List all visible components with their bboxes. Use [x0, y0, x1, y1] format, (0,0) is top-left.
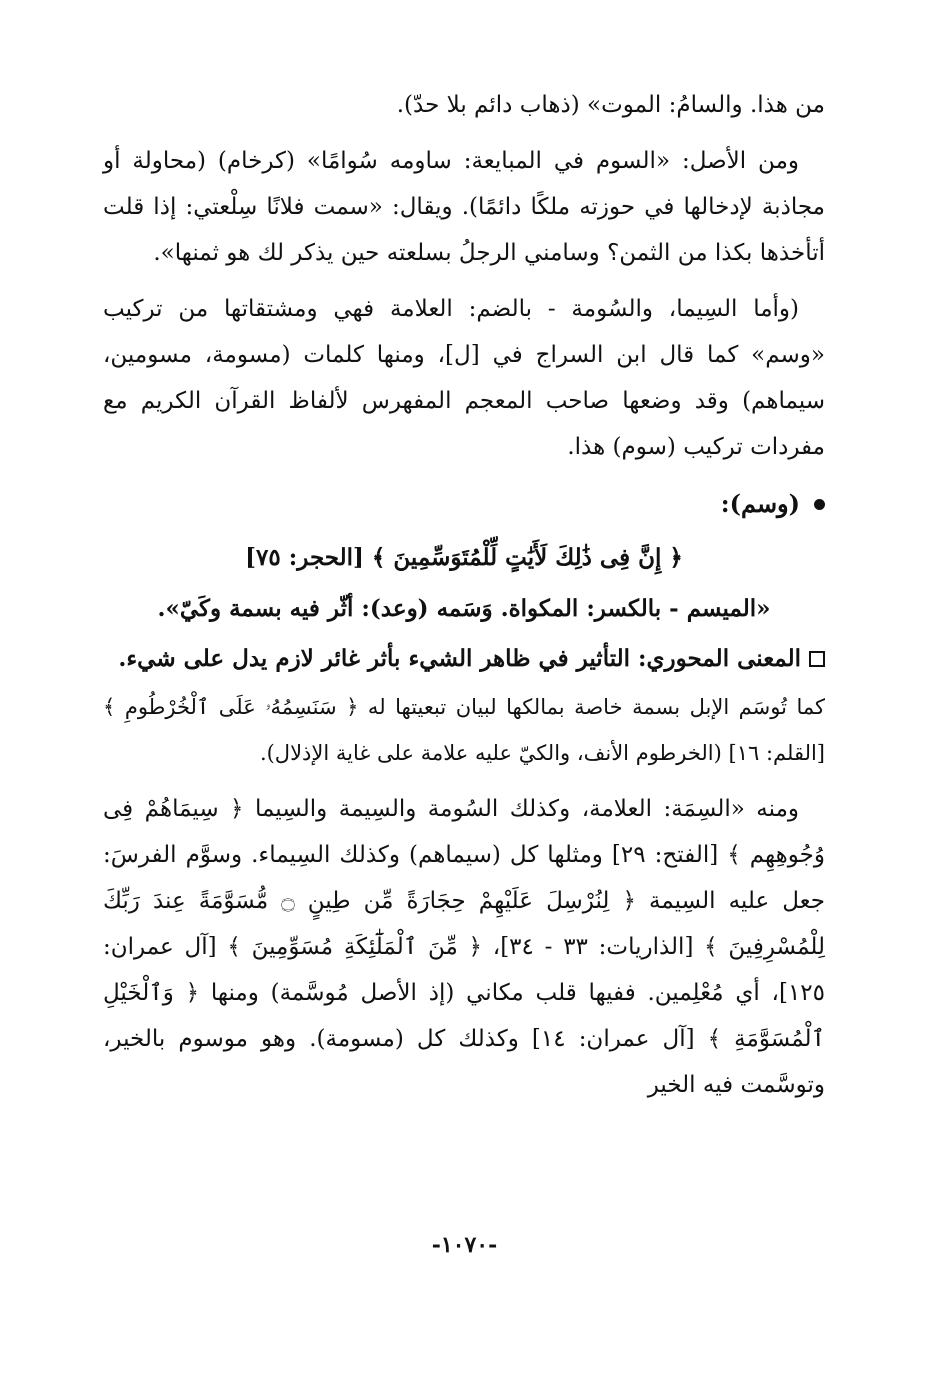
page-number: -١٠٧٠- [431, 1232, 498, 1258]
paragraph-sima-examples: ومنه «السِمَة: العلامة، وكذلك السُومة والسِيمة والسِيما ﴿ سِيمَاهُمْ فِى وُجُوهِهِم ﴾ [الفتح: ٢٩] ومثلها كل (سيماهم) وكذلك السِيماء. وسوَّم الفرسَ: جعل عليه السِيمة ﴿ لِنُرْسِلَ عَلَيْهِمْ حِجَارَةً مِّن طِينٍ ۝ مُّسَوَّمَةً عِندَ رَبِّكَ لِلْمُسْرِفِينَ ﴾ [الذاريات: ٣٣ - ٣٤]، ﴿ مِّنَ ٱلْمَلَٰٓئِكَةِ مُسَوِّمِينَ ﴾ [آل عمران: ١٢٥]، أي مُعْلِمين. ففيها قلب مكاني (إذ الأصل مُوسَّمة) ومنها ﴿ وَٱلْخَيْلِ ٱلْمُسَوَّمَةِ ﴾ [آل عمران: ١٤] وكذلك كل (مسومة). وهو موسوم بالخير، وتوسَّمت فيه الخير [103, 796, 825, 1098]
axial-meaning [103, 634, 825, 684]
section-heading [103, 476, 825, 532]
paragraph-branding: كما تُوسَم الإبل بسمة خاصة بمالكها لبيان تبعيتها له ﴿ سَنَسِمُهُۥ عَلَى ٱلْخُرْطُومِ ﴾ [القلم: ١٦] (الخرطوم الأنف، والكيّ عليه علامة على غاية الإذلال). [103, 695, 825, 765]
paragraph-sima: (وأما السِيما، والسُومة - بالضم: العلامة فهي ومشتقاتها من تركيب «وسم» كما قال ابن السراج في [ل]، ومنها كلمات (مسومة، مسومين، سيماهم) وقد وضعها صاحب المعجم المفهرس لألفاظ القرآن الكريم مع مفردات تركيب (سوم) هذا. [103, 296, 825, 460]
square-icon [809, 651, 825, 667]
bullet-icon [814, 499, 825, 510]
quran-verse: ﴿ إِنَّ فِى ذَٰلِكَ لَأَيَٰتٍ لِّلْمُتَوَسِّمِينَ ﴾ [الحجر: ٧٥] [245, 544, 683, 571]
heading-text: (وسم): [720, 489, 800, 518]
page-body [103, 82, 825, 1108]
paragraph-intro: من هذا. والسامُ: الموت» (ذهاب دائم بلا حدّ). [396, 92, 825, 118]
definition-line: «الميسم - بالكسر: المكواة. وَسَمه (وعد): أثّر فيه بسمة وكَيّ». [157, 595, 771, 622]
paragraph-sawm-origin: ومن الأصل: «السوم في المبايعة: ساومه سُوامًا» (كرخام) (محاولة أو مجاذبة لإدخالها في حوزته ملكًا دائمًا). ويقال: «سمت فلانًا سِلْعتي: إذا قلت أتأخذها بكذا من الثمن؟ وسامني الرجلُ بسلعته حين يذكر لك هو ثمنها». [103, 148, 825, 266]
axial-meaning-text: المعنى المحوري: التأثير في ظاهر الشيء بأثر غائر لازم يدل على شيء. [118, 645, 801, 672]
